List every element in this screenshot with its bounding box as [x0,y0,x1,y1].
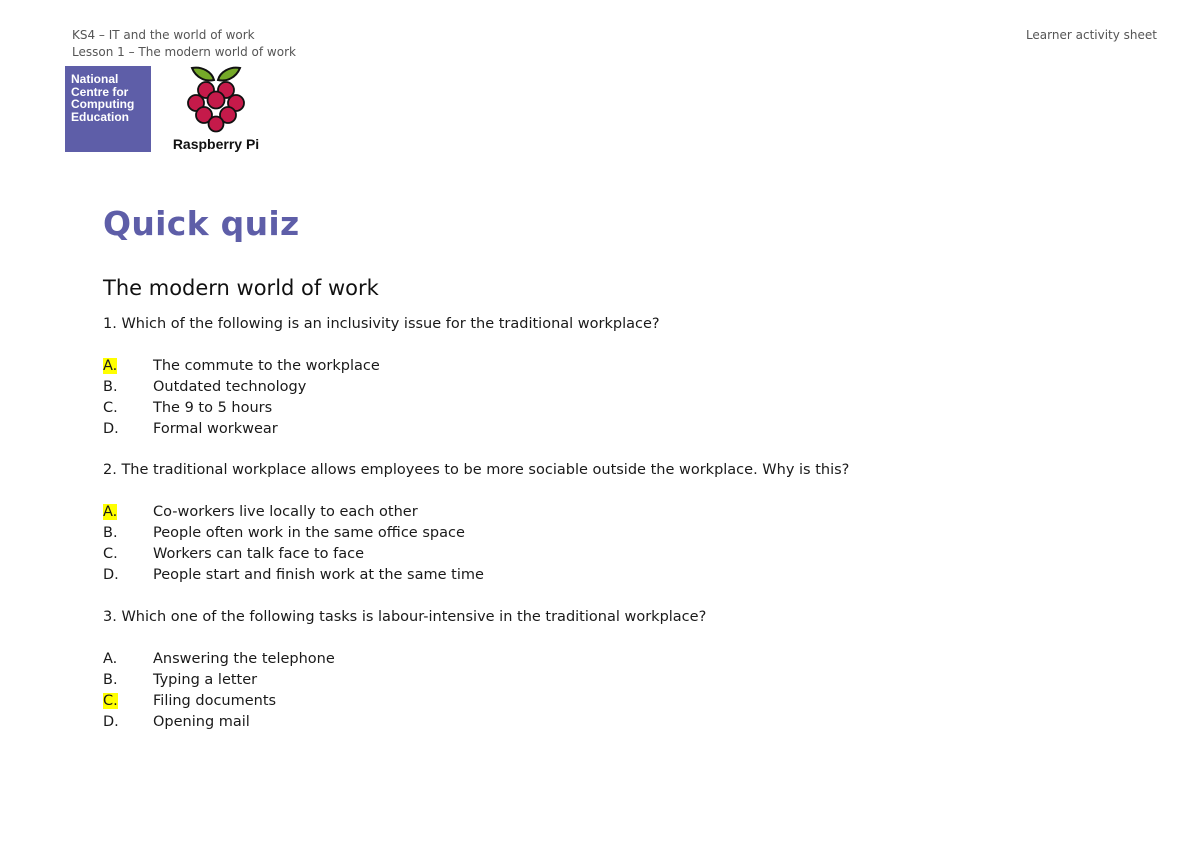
option-text: The 9 to 5 hours [153,400,273,416]
option-letter: C. [103,546,118,562]
option-letter: B. [103,525,118,541]
option-text: Formal workwear [153,421,278,437]
option-letter: A. [103,504,118,520]
option-letter: C. [103,693,118,709]
option-text: Filing documents [153,693,277,709]
option-letter: D. [103,714,119,730]
raspberry-pi-wordmark: Raspberry Pi [172,136,260,152]
option-text: Co-workers live locally to each other [153,504,418,520]
question-3-prompt: 3. Which one of the following tasks is labour-intensive in the traditional workplace? [103,609,707,625]
option-letter: C. [103,400,118,416]
option-text: Typing a letter [153,672,258,688]
option-letter: A. [103,358,118,374]
option-text: People start and finish work at the same time [153,567,484,583]
ncce-logo-line: National [71,72,119,86]
ncce-logo-line: Centre for [71,84,129,99]
option-letter: A. [103,651,118,667]
sheet-type-label: Learner activity sheet [1025,28,1157,42]
section-heading: The modern world of work [103,276,379,300]
option-text: Workers can talk face to face [153,546,365,562]
ncce-logo-line: Computing [71,97,135,111]
lesson-name: Lesson 1 – The modern world of work [72,45,296,59]
raspberry-icon [168,64,264,134]
ncce-logo [65,66,151,152]
question-1-prompt: 1. Which of the following is an inclusivity issue for the traditional workplace? [103,316,660,332]
option-letter: B. [103,672,118,688]
question-2-prompt: 2. The traditional workplace allows employees to be more sociable outside the workplace. Why is this? [103,462,850,478]
option-letter: D. [103,421,119,437]
page-title: Quick quiz [103,204,300,243]
document-header [72,27,296,61]
option-text: The commute to the workplace [153,358,380,374]
option-text: Opening mail [153,714,250,730]
option-text: Outdated technology [153,379,307,395]
option-text: Answering the telephone [153,651,335,667]
ncce-logo-line: Education [71,109,130,124]
option-letter: B. [103,379,118,395]
course-name: KS4 – IT and the world of work [72,28,255,42]
option-text: People often work in the same office space [153,525,465,541]
raspberry-pi-logo [168,64,264,156]
option-letter: D. [103,567,119,583]
